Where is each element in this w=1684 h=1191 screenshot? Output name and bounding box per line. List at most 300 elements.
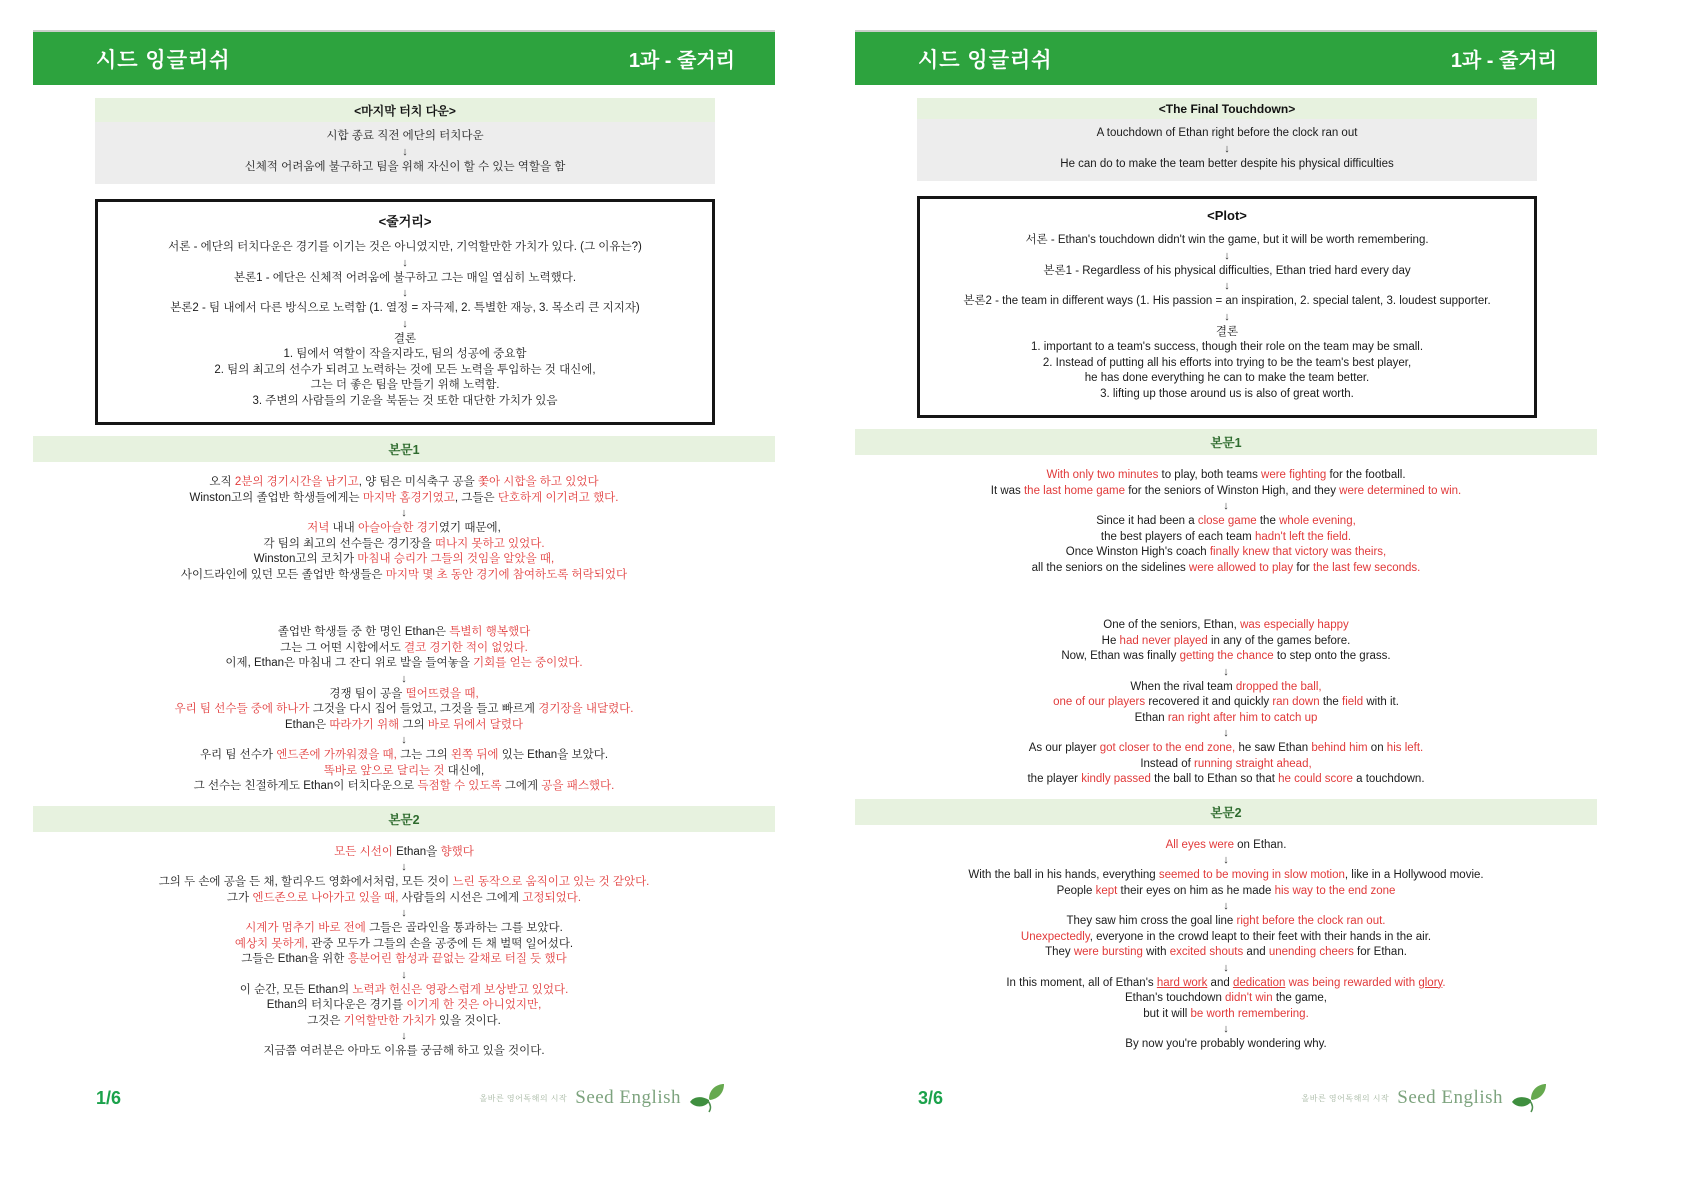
text-segment: to play, both teams bbox=[1158, 469, 1262, 481]
text-segment: right before the clock ran out. bbox=[1236, 915, 1386, 927]
text-segment: 1. 팀에서 역할이 작을지라도, 팀의 성공에 중요함 bbox=[283, 348, 527, 360]
text-segment: but it will bbox=[1143, 1007, 1191, 1020]
text-line bbox=[873, 1007, 1579, 1023]
text-segment: Ethan은 bbox=[284, 718, 330, 731]
page2-section2-content bbox=[855, 825, 1597, 1053]
text-segment: 결코 경기한 적이 없었다. bbox=[404, 641, 528, 654]
text-segment: 그 선수는 친절하게도 Ethan이 터치다운으로 bbox=[193, 780, 418, 792]
text-segment: behind him bbox=[1311, 742, 1368, 754]
text-segment: Winston고의 코치가 bbox=[253, 553, 358, 565]
text-segment: 지금쯤 여러분은 아마도 이유를 궁금해 하고 있을 것이다. bbox=[263, 1045, 545, 1057]
text-segment: and bbox=[1243, 946, 1269, 958]
text-segment: 관중 모두가 그들의 손을 공중에 든 채 벌떡 일어섰다. bbox=[307, 937, 574, 950]
text-segment: he could score bbox=[1278, 773, 1353, 785]
text-line bbox=[51, 891, 757, 907]
text-line bbox=[102, 363, 708, 379]
plot-title: <Plot> bbox=[1207, 208, 1247, 223]
text-segment: ran right after him to catch up bbox=[1167, 711, 1318, 724]
text-line bbox=[51, 779, 757, 795]
lesson-title: 1과 - 줄거리 bbox=[628, 50, 735, 72]
flow-arrow: ↓ bbox=[402, 287, 408, 299]
text-segment: 엔드존으로 나아가고 있을 때, bbox=[252, 891, 399, 904]
text-line bbox=[873, 711, 1579, 727]
leaf-icon bbox=[689, 1083, 725, 1113]
text-segment: With the ball in his hands, everything bbox=[968, 869, 1159, 881]
flow-arrow: ↓ bbox=[402, 145, 408, 158]
text-segment: They bbox=[1045, 946, 1074, 958]
text-segment: field bbox=[1342, 696, 1364, 708]
text-line bbox=[873, 680, 1579, 696]
text-segment: 본론2 - 팀 내에서 다른 방식으로 노력함 (1. 열정 = 자극제, 2. 특별한 재능, 3. 목소리 큰 지지자) bbox=[170, 302, 640, 314]
text-line bbox=[873, 530, 1579, 546]
page2-summary-box bbox=[917, 98, 1537, 181]
page1-section2-bar bbox=[33, 806, 775, 832]
text-segment: 그에게 bbox=[501, 780, 542, 792]
text-segment: dedication bbox=[1232, 976, 1286, 989]
text-segment: 바로 뒤에서 달렸다 bbox=[427, 718, 524, 731]
text-segment: Ethan's touchdown bbox=[1125, 992, 1226, 1004]
text-segment: the bbox=[1256, 515, 1280, 527]
text-line bbox=[51, 921, 757, 937]
text-line bbox=[873, 695, 1579, 711]
flow-arrow: ↓ bbox=[1223, 1023, 1229, 1035]
flow-arrow: ↓ bbox=[1224, 249, 1230, 262]
text-line bbox=[924, 264, 1530, 280]
page1-section1-bar bbox=[33, 436, 775, 462]
page-1 bbox=[33, 30, 775, 1115]
text-segment: seemed to be moving in slow motion bbox=[1158, 869, 1345, 881]
flow-arrow: ↓ bbox=[1223, 961, 1229, 974]
text-line bbox=[873, 976, 1579, 992]
text-segment: 3. lifting up those around us is also of great worth. bbox=[1100, 387, 1354, 400]
text-line bbox=[51, 656, 757, 672]
text-segment: 였기 때문에, bbox=[438, 522, 501, 534]
page1-plot-box bbox=[95, 199, 715, 425]
seed-english-logo bbox=[1302, 1083, 1547, 1113]
flow-arrow: ↓ bbox=[1224, 280, 1230, 292]
text-segment: 결론 bbox=[1215, 325, 1239, 338]
flow-arrow: ↓ bbox=[401, 968, 407, 981]
text-segment: People bbox=[1056, 884, 1096, 897]
paragraph-gap bbox=[873, 576, 1579, 618]
page2-section2-bar bbox=[855, 799, 1597, 825]
text-segment: 그들은 Ethan을 위한 bbox=[241, 953, 348, 965]
text-segment: 결론 bbox=[393, 332, 417, 345]
text-segment: 예상치 못하게, bbox=[234, 937, 308, 950]
text-line bbox=[924, 371, 1530, 387]
seed-english-logo bbox=[480, 1083, 725, 1113]
logo-tagline: 올바른 영어독해의 시작 bbox=[479, 1093, 568, 1103]
text-segment: Ethan을 bbox=[392, 845, 441, 858]
text-line bbox=[51, 687, 757, 703]
page2-plot-box bbox=[917, 196, 1537, 418]
text-segment: 향했다 bbox=[440, 845, 474, 858]
text-segment: 본론1 - Regardless of his physical difficulties, Ethan tried hard every day bbox=[1043, 264, 1411, 277]
logo-text: Seed English bbox=[575, 1087, 681, 1108]
text-segment: 그는 더 좋은 팀을 만들기 위해 노력함. bbox=[310, 379, 500, 391]
text-segment: All eyes were bbox=[1165, 838, 1234, 851]
text-line bbox=[873, 561, 1579, 577]
text-segment: 있는 Ethan을 보았다. bbox=[498, 749, 609, 761]
text-line bbox=[873, 772, 1579, 788]
text-segment: the bbox=[1319, 696, 1343, 708]
text-segment: 똑바로 앞으로 달리는 것 bbox=[323, 764, 445, 777]
text-line bbox=[51, 845, 757, 861]
text-segment: didn't win bbox=[1225, 992, 1273, 1004]
text-line bbox=[873, 884, 1579, 900]
text-segment: 서론 - Ethan's touchdown didn't win the game, but it will be worth remembering. bbox=[1025, 234, 1429, 246]
text-segment: 사람들의 시선은 그에게 bbox=[398, 891, 523, 904]
text-line bbox=[51, 718, 757, 734]
text-segment: all the seniors on the sidelines bbox=[1031, 561, 1189, 574]
text-segment: close game bbox=[1197, 515, 1257, 527]
text-line bbox=[917, 157, 1537, 173]
text-segment: on Ethan. bbox=[1233, 838, 1287, 851]
text-segment: he saw Ethan bbox=[1235, 742, 1312, 754]
text-segment: 그것은 bbox=[307, 1014, 344, 1027]
text-segment: 마지막 몇 초 동안 경기에 참여하도록 허락되었다 bbox=[385, 568, 628, 581]
text-line bbox=[873, 914, 1579, 930]
text-line bbox=[95, 129, 715, 145]
section1-label: 본문1 bbox=[1210, 436, 1242, 450]
text-segment: 고정되었다. bbox=[522, 891, 582, 904]
text-line bbox=[873, 468, 1579, 484]
text-segment: 각 팀의 최고의 선수들은 경기장을 bbox=[263, 537, 435, 550]
page1-summary-box bbox=[95, 98, 715, 184]
text-segment: 그는 그의 bbox=[396, 749, 451, 761]
text-line bbox=[924, 233, 1530, 249]
text-segment: He bbox=[1101, 634, 1120, 647]
text-segment: was especially happy bbox=[1240, 619, 1349, 631]
text-segment: 모든 시선이 bbox=[334, 845, 393, 858]
text-line bbox=[102, 301, 708, 317]
summary-body bbox=[95, 122, 715, 184]
text-line bbox=[873, 514, 1579, 530]
text-line bbox=[873, 618, 1579, 634]
text-segment: 시합 종료 직전 에단의 터치다운 bbox=[326, 130, 484, 142]
flow-arrow: ↓ bbox=[1224, 310, 1230, 323]
text-segment: 우리 팀 선수들 중에 하나가 bbox=[174, 703, 310, 715]
text-segment: 기억할만한 가치가 bbox=[343, 1014, 436, 1027]
text-line bbox=[924, 340, 1530, 356]
text-line bbox=[51, 748, 757, 764]
flow-arrow: ↓ bbox=[401, 1030, 407, 1042]
text-line bbox=[51, 1044, 757, 1060]
text-segment: 단호하게 이기려고 했다. bbox=[497, 491, 619, 504]
text-segment: 사이드라인에 있던 모든 졸업반 학생들은 bbox=[180, 568, 386, 581]
text-segment: kept bbox=[1095, 884, 1118, 897]
text-segment: 졸업반 학생들 중 한 명인 Ethan은 bbox=[277, 626, 450, 638]
text-line bbox=[873, 838, 1579, 854]
text-segment: were allowed to play bbox=[1188, 561, 1294, 574]
text-line bbox=[873, 757, 1579, 773]
text-segment: One of the seniors, Ethan, bbox=[1103, 619, 1241, 631]
text-line bbox=[873, 991, 1579, 1007]
text-segment: excited shouts bbox=[1169, 946, 1244, 958]
flow-arrow: ↓ bbox=[401, 672, 407, 685]
text-segment: 왼쪽 뒤에 bbox=[450, 749, 499, 761]
text-segment: . bbox=[1442, 976, 1446, 989]
text-segment: In this moment, all of Ethan's bbox=[1006, 976, 1157, 989]
text-line bbox=[51, 537, 757, 553]
text-segment: were determined to win. bbox=[1339, 484, 1462, 497]
text-line bbox=[51, 568, 757, 584]
text-segment: 떠나지 못하고 있었다. bbox=[434, 537, 545, 550]
text-segment: As our player bbox=[1028, 742, 1100, 754]
text-segment: When the rival team bbox=[1130, 680, 1236, 693]
page1-footer bbox=[33, 1081, 775, 1115]
text-segment: 따라가기 위해 bbox=[329, 718, 400, 731]
text-segment: 그는 그 어떤 시합에서도 bbox=[280, 641, 404, 654]
logo-text: Seed English bbox=[1397, 1087, 1503, 1108]
text-segment: 신체적 어려움에 불구하고 팀을 위해 자신이 할 수 있는 역할을 함 bbox=[244, 160, 566, 173]
text-segment: Winston고의 졸업반 학생들에게는 bbox=[189, 491, 363, 504]
text-line bbox=[102, 394, 708, 410]
text-segment: 서론 - 에단의 터치다운은 경기를 이기는 것은 아니였지만, 기억할만한 가치가 있다. (그 이유는?) bbox=[168, 241, 642, 253]
text-segment: 경기장을 내달렸다. bbox=[538, 703, 634, 715]
text-segment: hard work bbox=[1156, 976, 1208, 989]
text-segment: Instead of bbox=[1140, 757, 1195, 770]
text-line bbox=[95, 160, 715, 176]
text-line bbox=[924, 325, 1530, 341]
text-line bbox=[51, 552, 757, 568]
text-line bbox=[873, 634, 1579, 650]
text-segment: with bbox=[1142, 946, 1170, 958]
text-line bbox=[102, 347, 708, 363]
page2-section1-content bbox=[855, 455, 1597, 788]
text-segment: whole evening, bbox=[1279, 515, 1356, 527]
text-segment: the player bbox=[1027, 773, 1082, 785]
text-segment: 마지막 홈경기였고 bbox=[362, 491, 455, 504]
text-segment: 2분의 경기시간을 남기고 bbox=[234, 476, 359, 488]
text-line bbox=[51, 491, 757, 507]
section2-label: 본문2 bbox=[388, 812, 420, 827]
text-line bbox=[873, 545, 1579, 561]
page2-header-bar bbox=[855, 30, 1597, 85]
text-segment: the last home game bbox=[1023, 484, 1125, 497]
flow-arrow: ↓ bbox=[401, 907, 407, 919]
text-segment: his way to the end zone bbox=[1274, 884, 1396, 897]
flow-arrow: ↓ bbox=[402, 317, 408, 330]
page-2 bbox=[855, 30, 1597, 1115]
text-line bbox=[102, 240, 708, 256]
text-line bbox=[873, 945, 1579, 961]
text-segment: hadn't left the field. bbox=[1254, 530, 1352, 543]
text-line bbox=[924, 356, 1530, 372]
text-segment: Ethan의 터치다운은 경기를 bbox=[266, 999, 407, 1011]
section2-label: 본문2 bbox=[1210, 805, 1242, 820]
text-segment: Ethan bbox=[1134, 711, 1168, 724]
text-segment: Unexpectedly bbox=[1020, 930, 1090, 943]
plot-body bbox=[102, 240, 708, 409]
flow-arrow: ↓ bbox=[1223, 854, 1229, 866]
text-segment: with it. bbox=[1363, 696, 1399, 708]
leaf-icon bbox=[1511, 1083, 1547, 1113]
flow-arrow: ↓ bbox=[401, 507, 407, 519]
text-segment: 우리 팀 선수가 bbox=[199, 749, 277, 761]
flow-arrow: ↓ bbox=[1223, 500, 1229, 512]
text-segment: had never played bbox=[1119, 634, 1208, 647]
text-segment: 공을 패스했다. bbox=[541, 780, 615, 792]
text-segment: kindly passed bbox=[1081, 773, 1151, 785]
text-line bbox=[51, 983, 757, 999]
page2-footer bbox=[855, 1081, 1597, 1115]
text-segment: 저녁 bbox=[307, 522, 330, 534]
page2-section1-bar bbox=[855, 429, 1597, 455]
brand-title: 시드 잉글리쉬 bbox=[918, 48, 1053, 72]
text-line bbox=[873, 649, 1579, 665]
text-segment: 그가 bbox=[226, 891, 253, 904]
text-segment: the ball to Ethan so that bbox=[1150, 773, 1279, 785]
text-segment: and bbox=[1207, 976, 1233, 989]
text-segment: 경쟁 팀이 공을 bbox=[329, 687, 406, 700]
text-segment: one of our players bbox=[1053, 696, 1146, 708]
text-segment: A touchdown of Ethan right before the clock ran out bbox=[1096, 127, 1358, 139]
text-segment: 흥분어린 함성과 끝없는 갈채로 터질 듯 했다 bbox=[347, 953, 567, 965]
text-segment: 특별히 행복했다 bbox=[449, 626, 531, 638]
text-segment: 그들은 골라인을 통과하는 그를 보았다. bbox=[365, 922, 563, 934]
text-segment: the game, bbox=[1272, 992, 1327, 1004]
text-segment: the last few seconds. bbox=[1312, 561, 1421, 574]
text-segment: finally knew that victory was theirs, bbox=[1209, 546, 1387, 558]
text-line bbox=[51, 521, 757, 537]
text-line bbox=[51, 475, 757, 491]
text-segment: 엔드존에 가까워졌을 때, bbox=[276, 749, 397, 761]
text-segment: 2. Instead of putting all his efforts into trying to be the team's best player, bbox=[1042, 356, 1412, 369]
text-segment: was being rewarded with bbox=[1285, 976, 1419, 989]
page1-section2-content bbox=[33, 832, 775, 1060]
text-segment: 3. 주변의 사람들의 기운을 북돋는 것 또한 대단한 가치가 있음 bbox=[252, 394, 558, 407]
text-segment: to step onto the grass. bbox=[1273, 650, 1391, 662]
text-line bbox=[873, 741, 1579, 757]
text-segment: , 양 팀은 미식축구 공을 bbox=[358, 476, 478, 488]
text-segment: were bursting bbox=[1073, 946, 1143, 958]
text-segment: for the football. bbox=[1326, 469, 1406, 481]
text-line bbox=[102, 332, 708, 348]
text-line bbox=[873, 868, 1579, 884]
text-segment: ran down bbox=[1272, 696, 1320, 708]
paragraph-gap bbox=[51, 583, 757, 625]
text-segment: , 그들은 bbox=[454, 491, 498, 504]
text-segment: , everyone in the crowd leapt to their feet with their hands in the air. bbox=[1089, 930, 1432, 943]
text-line bbox=[51, 937, 757, 953]
text-segment: on bbox=[1367, 742, 1387, 754]
text-segment: 그것을 다시 집어 들었고, 그것을 들고 빠르게 bbox=[309, 703, 539, 715]
text-line bbox=[51, 952, 757, 968]
flow-arrow: ↓ bbox=[1224, 142, 1230, 155]
text-segment: 이제, Ethan은 마침내 그 잔디 위로 발을 들여놓을 bbox=[225, 657, 474, 669]
page-number: 3/6 bbox=[918, 1087, 944, 1108]
text-segment: 떨어뜨렸을 때, bbox=[405, 687, 479, 700]
text-segment: were fighting bbox=[1261, 469, 1327, 481]
text-segment: 느린 동작으로 움직이고 있는 것 같았다. bbox=[452, 876, 650, 888]
text-segment: It was bbox=[990, 484, 1024, 497]
text-line bbox=[51, 1014, 757, 1030]
text-segment: unending cheers bbox=[1268, 946, 1354, 958]
text-line bbox=[51, 875, 757, 891]
text-segment: in any of the games before. bbox=[1207, 634, 1351, 647]
text-segment: 있을 것이다. bbox=[435, 1014, 501, 1027]
text-segment: 2. 팀의 최고의 선수가 되려고 노력하는 것에 모든 노력을 투입하는 것 대신에, bbox=[214, 363, 596, 376]
text-segment: Once Winston High's coach bbox=[1065, 546, 1210, 558]
text-segment: their eyes on him as he made bbox=[1117, 884, 1275, 897]
flow-arrow: ↓ bbox=[401, 861, 407, 873]
flow-arrow: ↓ bbox=[1223, 665, 1229, 678]
text-segment: a touchdown. bbox=[1352, 773, 1425, 785]
text-segment: , like in a Hollywood movie. bbox=[1344, 869, 1484, 881]
text-segment: 대신에, bbox=[444, 764, 485, 777]
text-segment: recovered it and quickly bbox=[1145, 696, 1273, 708]
text-segment: 1. important to a team's success, though their role on the team may be small. bbox=[1030, 341, 1424, 353]
summary-title: <마지막 터치 다운> bbox=[95, 98, 715, 122]
text-segment: 이기게 한 것은 아니었지만, bbox=[406, 999, 542, 1011]
text-segment: for the seniors of Winston High, and they bbox=[1125, 484, 1340, 497]
section1-label: 본문1 bbox=[388, 443, 420, 457]
text-segment: 본론1 - 에단은 신체적 어려움에 불구하고 그는 매일 열심히 노력했다. bbox=[233, 271, 577, 284]
logo-tagline: 올바른 영어독해의 시작 bbox=[1301, 1093, 1390, 1103]
text-segment: the best players of each team bbox=[1100, 530, 1255, 543]
text-segment: With only two minutes bbox=[1046, 469, 1159, 481]
text-segment: for bbox=[1293, 561, 1313, 574]
text-line bbox=[102, 378, 708, 394]
flow-arrow: ↓ bbox=[401, 734, 407, 746]
text-segment: 이 순간, 모든 Ethan의 bbox=[239, 983, 353, 996]
text-segment: 그의 두 손에 공을 든 채, 할리우드 영화에서처럼, 모든 것이 bbox=[158, 876, 453, 888]
text-segment: By now you're probably wondering why. bbox=[1125, 1038, 1327, 1050]
text-line bbox=[51, 641, 757, 657]
text-segment: he has done everything he can to make the team better. bbox=[1084, 372, 1370, 384]
text-segment: 오직 bbox=[209, 476, 235, 488]
text-segment: Since it had been a bbox=[1096, 515, 1198, 527]
text-segment: 노력과 헌신은 영광스럽게 보상받고 있었다. bbox=[352, 983, 569, 996]
text-segment: 내내 bbox=[329, 522, 358, 534]
text-line bbox=[924, 387, 1530, 403]
text-segment: 그의 bbox=[399, 718, 428, 731]
text-line bbox=[917, 126, 1537, 142]
flow-arrow: ↓ bbox=[1223, 727, 1229, 739]
text-line bbox=[51, 998, 757, 1014]
page-number: 1/6 bbox=[96, 1087, 122, 1108]
brand-title: 시드 잉글리쉬 bbox=[96, 48, 231, 72]
text-line bbox=[873, 930, 1579, 946]
text-segment: his left. bbox=[1386, 742, 1424, 754]
text-segment: 시계가 멈추기 바로 전에 bbox=[245, 922, 366, 934]
text-segment: running straight ahead, bbox=[1194, 757, 1312, 770]
text-segment: 본론2 - the team in different ways (1. His passion = an inspiration, 2. special talent, 3. loudest supporter. bbox=[963, 295, 1491, 307]
summary-title: <The Final Touchdown> bbox=[917, 98, 1537, 119]
flow-arrow: ↓ bbox=[1223, 900, 1229, 912]
page1-section1-content bbox=[33, 462, 775, 795]
page1-header-bar bbox=[33, 30, 775, 85]
lesson-title: 1과 - 줄거리 bbox=[1450, 50, 1557, 72]
flow-arrow: ↓ bbox=[402, 256, 408, 269]
text-segment: 아슬아슬한 경기 bbox=[357, 522, 439, 534]
plot-title: <줄거리> bbox=[378, 214, 432, 229]
text-line bbox=[873, 484, 1579, 500]
text-segment: 득점할 수 있도록 bbox=[417, 780, 502, 792]
text-line bbox=[51, 764, 757, 780]
summary-body bbox=[917, 119, 1537, 181]
plot-body bbox=[924, 233, 1530, 402]
text-line bbox=[51, 625, 757, 641]
text-segment: for Ethan. bbox=[1353, 946, 1407, 958]
text-line bbox=[873, 1037, 1579, 1053]
text-segment: He can do to make the team better despite his physical difficulties bbox=[1060, 157, 1394, 170]
text-segment: Now, Ethan was finally bbox=[1061, 650, 1180, 662]
text-segment: got closer to the end zone, bbox=[1099, 742, 1236, 754]
text-segment: dropped the ball, bbox=[1235, 680, 1322, 693]
text-segment: be worth remembering. bbox=[1190, 1007, 1309, 1020]
